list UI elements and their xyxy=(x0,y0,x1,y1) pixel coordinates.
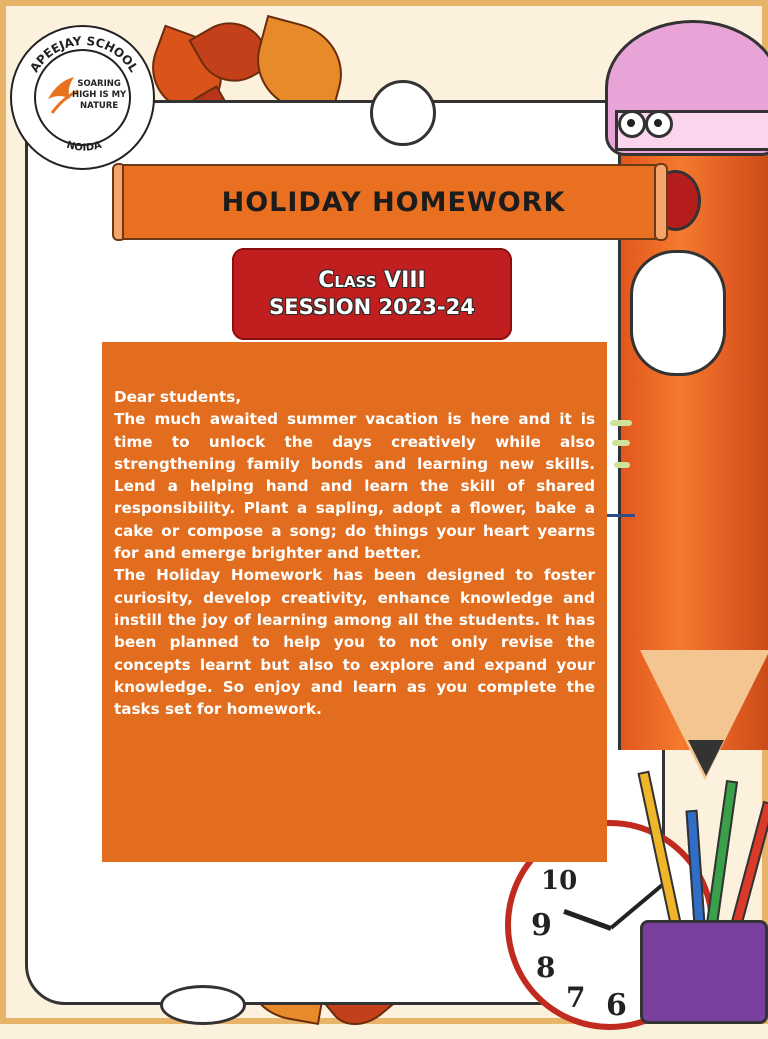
decor-dash xyxy=(614,462,630,468)
pencil-hand-icon xyxy=(630,250,726,376)
banner-curl-right xyxy=(654,163,668,241)
page-title: HOLIDAY HOMEWORK xyxy=(221,186,566,218)
message-paragraph: The Holiday Homework has been designed to foster curiosity, develop creativity, enhance knowledge and instill the joy of learning among all the students. It has been planned to help you to not only revise the concepts learnt but also to explore and expand your knowledge. So enjoy and learn as you complete the tasks set for homework. xyxy=(114,566,595,719)
pencil-cup-icon xyxy=(640,920,768,1024)
clock-number: 6 xyxy=(606,988,627,1023)
clock-number: 8 xyxy=(536,951,556,984)
scroll-curl-bottom xyxy=(160,985,246,1025)
message-paragraph: The much awaited summer vacation is here and it is time to unlock the days creatively while also strengthening family bonds and learning new skills. Lend a helping hand and learn the skill of shared responsibility. Plant a sapling, adopt a flower, bake a cake or compose a song; do things your heart yearns for and emerge brighter and better. xyxy=(114,410,595,563)
logo-motto xyxy=(72,79,126,112)
decor-dash xyxy=(610,420,632,426)
svg-text:APEEJAY SCHOOL: APEEJAY SCHOOL xyxy=(27,33,141,75)
decor-line xyxy=(607,514,635,517)
class-label: Class VIII xyxy=(318,268,426,294)
scroll-curl-top xyxy=(370,80,436,146)
pencil-eye-icon xyxy=(645,110,673,138)
school-logo xyxy=(10,25,155,170)
svg-text:NOIDA: NOIDA xyxy=(65,139,103,154)
class-session-badge xyxy=(232,248,512,340)
logo-motto-line: NATURE xyxy=(80,101,119,111)
message-greeting: Dear students, xyxy=(114,388,242,406)
decor-dash xyxy=(612,440,630,446)
pencil-lead xyxy=(688,740,724,776)
logo-motto-line: SOARING xyxy=(77,79,121,89)
session-label: SESSION 2023-24 xyxy=(269,294,475,319)
header-banner xyxy=(122,164,665,240)
logo-motto-line: HIGH IS MY xyxy=(72,90,127,100)
message-box xyxy=(102,342,607,862)
clock-hour-hand xyxy=(563,909,612,931)
clock-number: 9 xyxy=(531,908,552,943)
pencil-eye-icon xyxy=(618,110,646,138)
clock-number: 10 xyxy=(541,866,578,896)
clock-number: 7 xyxy=(566,981,586,1014)
